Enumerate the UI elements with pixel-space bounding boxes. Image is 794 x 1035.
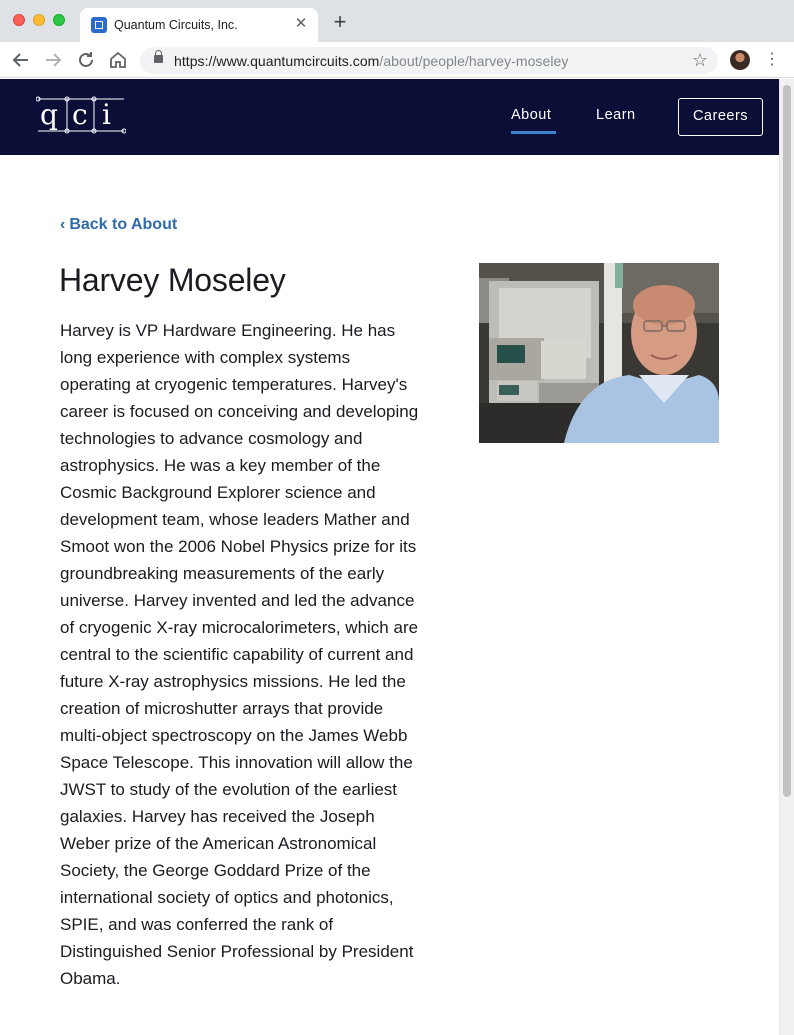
careers-button[interactable]: Careers (678, 98, 763, 136)
nav-active-indicator (511, 131, 556, 134)
url-text[interactable]: https://www.quantumcircuits.com/about/people/harvey-moseley (174, 53, 569, 69)
window-minimize-button[interactable] (33, 14, 45, 26)
page-scrollbar[interactable] (779, 79, 794, 1035)
browser-menu-icon[interactable]: ⋮ (764, 51, 780, 68)
page-title: Harvey Moseley (59, 262, 286, 298)
new-tab-button[interactable]: + (333, 9, 347, 34)
logo-letter: i (102, 98, 111, 131)
site-header (0, 79, 779, 155)
browser-tab[interactable] (80, 8, 318, 42)
profile-avatar[interactable] (730, 50, 750, 70)
site-favicon-icon (91, 17, 107, 33)
reload-icon[interactable] (74, 48, 98, 72)
scrollbar-thumb[interactable] (783, 85, 791, 797)
browser-toolbar (0, 42, 794, 78)
nav-learn-link[interactable]: Learn (596, 107, 636, 123)
back-to-about-link[interactable]: ‹ Back to About (60, 216, 178, 233)
portrait-photo (479, 263, 719, 443)
window-close-button[interactable] (13, 14, 25, 26)
bookmark-star-icon[interactable]: ☆ (691, 50, 708, 70)
back-arrow-icon[interactable] (9, 48, 33, 72)
qci-logo[interactable] (36, 93, 126, 137)
home-icon[interactable] (106, 48, 130, 72)
browser-tab-strip (0, 0, 794, 42)
logo-letter: q (40, 98, 58, 131)
chevron-left-icon: ‹ (60, 216, 66, 233)
window-zoom-button[interactable] (53, 14, 65, 26)
nav-about-link[interactable]: About (511, 107, 552, 123)
forward-arrow-icon[interactable] (41, 48, 65, 72)
bio-text: Harvey is VP Hardware Engineering. He has long experience with complex systems operating at cryogenic temperatures. Harvey's career is focused on conceiving and developing technologies to advance cosmology and astrophysics. He was a key member of the Cosmic Background Explorer science and development team, whose leaders Mather and Smoot won the 2006 Nobel Physics prize for its groundbreaking measurements of the early universe. Harvey invented and led the advance of cryogenic X-ray microcalorimeters, which are central to the scientific capability of current and future X-ray astrophysics missions. He led the creation of microshutter arrays that provide multi-object spectroscopy on the James Webb Space Telescope. This innovation will allow the JWST to study of the evolution of the earliest galaxies. Harvey has received the Joseph Weber prize of the American Astronomical Society, the George Goddard Prize of the international society of optics and photonics, SPIE, and was conferred the rank of Distinguished Senior Professional by President Obama. (60, 321, 419, 988)
tab-title: Quantum Circuits, Inc. (114, 18, 238, 32)
lock-icon[interactable] (154, 55, 163, 63)
logo-letter: c (72, 98, 88, 131)
address-bar[interactable] (140, 47, 718, 74)
tab-close-icon[interactable]: ✕ (294, 15, 308, 32)
